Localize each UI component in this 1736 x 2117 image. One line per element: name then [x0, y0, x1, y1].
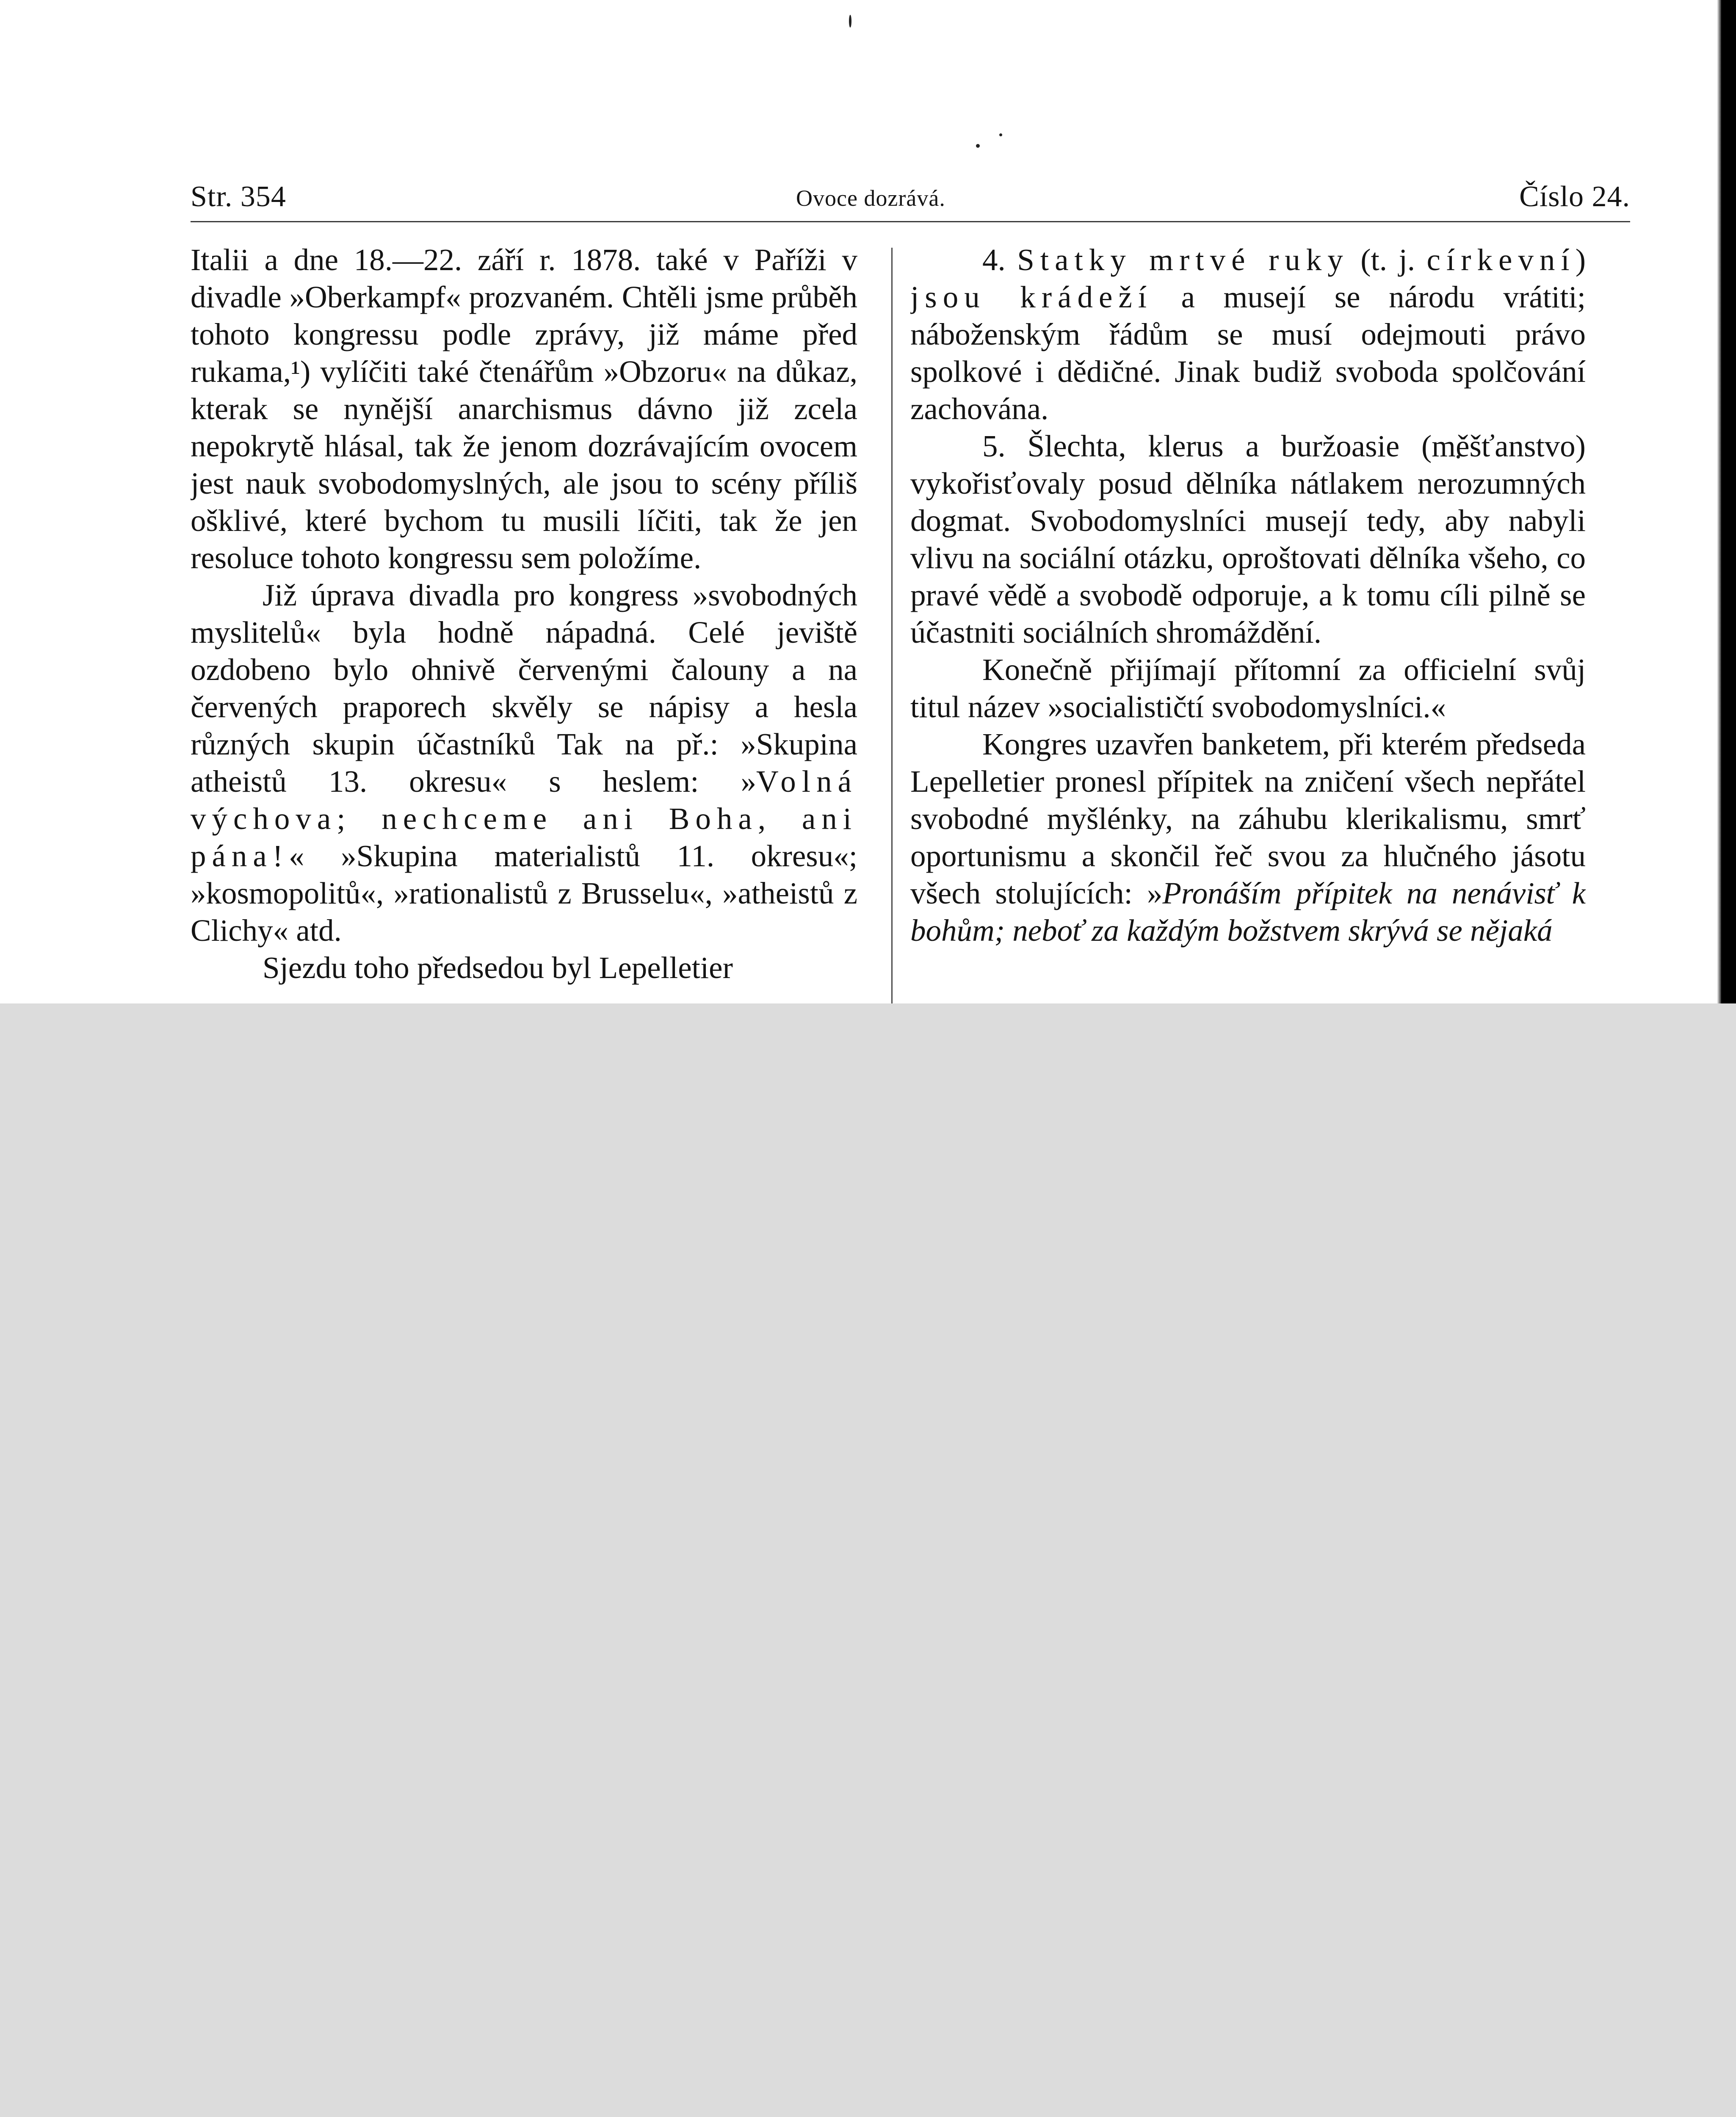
page-number: Str. 354 — [191, 180, 286, 213]
issue-number: Číslo 24. — [1519, 180, 1630, 213]
header-rule — [191, 221, 1630, 222]
scanned-page — [0, 0, 1736, 1003]
paragraph: Kongres uzavřen banketem, při kterém předseda Lepelletier pronesl přípitek na zničení všech nepřátel svobodné myšlénky, na záhubu klerikalismu, smrť oportunismu a skončil řeč svou za hlučného jásotu všech stolujících: »Pronáším přípitek na nenávisť k bohům; neboť za každým božstvem skrývá se nějaká — [910, 727, 1586, 948]
scan-speck — [976, 144, 980, 148]
page-header — [191, 180, 1630, 218]
motto-text: Volná výchova; nechceme ani Boha, ani pána! — [191, 764, 857, 873]
paragraph: Konečně přijímají přítomní za officielní svůj titul název »socialističtí svobodomyslníci.« — [910, 652, 1586, 724]
paragraph: 5. Šlechta, klerus a buržoasie (měšťanstvo) vykořisťovaly posud dělníka nátlakem nerozumných dogmat. Svobodomyslníci musejí tedy, aby nabyli vlivu na sociální otázku, oproštovati dělníka všeho, co pravé vědě a svobodě odporuje, a k tomu cíli pilně se účastniti sociálních shromáždění. — [910, 429, 1586, 649]
emphasis-text: jsou krádeží — [910, 280, 1153, 314]
paragraph: 4. Statky mrtvé ruky (t. j. církevní) jsou krádeží a musejí se národu vrátiti; náboženským řádům se musí odejmouti právo spolkové i dědičné. Jinak budiž svoboda spolčování zachována. — [910, 243, 1586, 426]
scan-speck — [999, 133, 1002, 136]
emphasis-text: církevní — [1426, 243, 1576, 277]
italic-quote: Pronáším přípitek na nenávisť k bohům; neboť za každým božstvem skrývá se nějaká — [910, 876, 1586, 948]
paragraph-fragment: Sjezdu toho předsedou byl Lepelletier — [263, 951, 733, 985]
emphasis-text: Statky mrtvé ruky — [1017, 243, 1349, 277]
column-divider — [891, 248, 893, 1003]
scan-edge — [1721, 0, 1736, 1003]
right-column — [910, 241, 1586, 1003]
scan-speck — [849, 15, 851, 28]
left-column — [191, 241, 857, 1003]
paragraph: Již úprava divadla pro kongress »svobodných myslitelů« byla hodně nápadná. Celé jeviště ozdobeno bylo ohnivě červenými čalouny a na červených praporech skvěly se nápisy a hesla různých skupin účastníků Tak na př.: »Skupina atheistů 13. okresu« s heslem: »Volná výchova; nechceme ani Boha, ani pána!« »Skupina materialistů 11. okresu«; »kosmopolitů«, »rationalistů z Brusselu«, »atheistů z Clichy« atd. — [191, 578, 857, 948]
paragraph: Italii a dne 18.—22. září r. 1878. také v Paříži v divadle »Oberkampf« prozvaném. Chtěli jsme průběh tohoto kongressu podle zprávy, již máme před rukama,¹) vylíčiti také čtenářům »Obzoru« na důkaz, kterak se nynější anarchismus dávno již zcela nepokrytě hlásal, tak že jenom dozrávajícím ovocem jest nauk svobodomyslných, ale jsou to scény příliš ošklivé, které bychom tu musili líčiti, tak že jen resoluce tohoto kongressu sem položíme. — [191, 243, 857, 575]
scan-edge-shadow — [1717, 0, 1721, 1003]
running-title: Ovoce dozrává. — [796, 185, 945, 211]
